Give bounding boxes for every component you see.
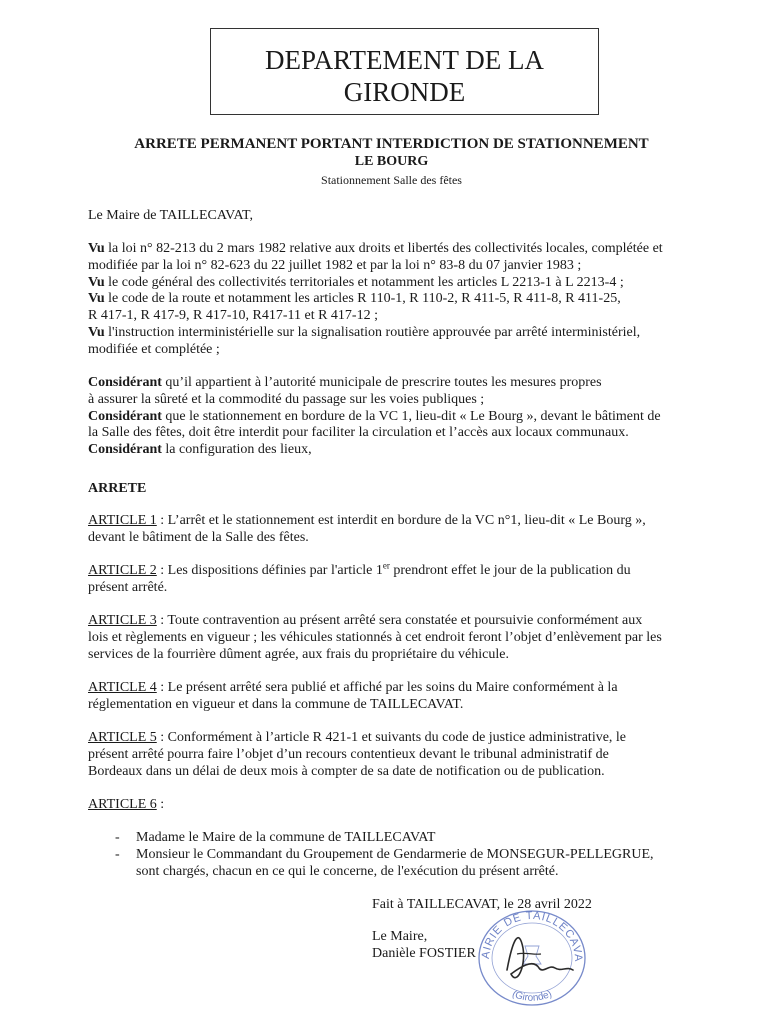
list-text: Monsieur le Commandant du Groupement de Gendarmerie de MONSEGUR-PELLEGRUE,	[136, 846, 654, 862]
article-label: ARTICLE 5	[88, 730, 157, 745]
article-label: ARTICLE 3	[88, 613, 157, 628]
list-text: Madame le Maire de la commune de TAILLECAVAT	[136, 830, 436, 845]
article-5	[88, 730, 708, 780]
article-label: ARTICLE 1	[88, 513, 157, 528]
department-line-2: GIRONDE	[343, 77, 466, 107]
article-6	[88, 797, 708, 814]
article-label: ARTICLE 6	[88, 797, 157, 812]
arrete-label: ARRETE	[88, 481, 147, 496]
svg-text:MAIRIE DE TAILLECAVAT: AIRIE DE TAILLECAVA	[479, 909, 585, 962]
vu-keyword: Vu	[88, 291, 105, 307]
vu-text: modifiée et complétée ;	[88, 341, 220, 357]
article-text: prendront effet le jour de la publication du	[389, 563, 631, 578]
signatory-role: Le Maire,	[372, 929, 428, 944]
vu-item	[88, 275, 708, 292]
mayor-stamp	[473, 908, 591, 1014]
place-date: Fait à TAILLECAVAT, le 28 avril 2022	[372, 897, 592, 912]
vu-text: R 417-1, R 417-9, R 417-10, R417-11 et R 417-12 ;	[88, 308, 378, 324]
vu-text: le code de la route et notamment les articles R 110-1, R 110-2, R 411-5, R 411-8, R 411-25,	[104, 291, 621, 307]
list-text: sont chargés, chacun en ce qui le concerne, de l'exécution du présent arrêté.	[136, 863, 559, 879]
considerant-text: que le stationnement en bordure de la VC 1, lieu-dit « Le Bourg », devant le bâtiment de	[161, 408, 661, 424]
article-text: Bordeaux dans un délai de deux mois à compter de sa date de notification ou de publication.	[88, 763, 605, 779]
article-text: : L’arrêt et le stationnement est interdit en bordure de la VC n°1, lieu-dit « Le Bourg »,	[156, 513, 646, 528]
considerant-keyword: Considérant	[88, 442, 162, 458]
vu-keyword: Vu	[88, 324, 105, 340]
vu-section	[88, 241, 708, 359]
vu-keyword: Vu	[88, 241, 105, 256]
vu-item	[88, 241, 708, 275]
article-2	[88, 560, 708, 597]
article-text: services de la fourrière dûment agrée, aux frais du propriétaire du véhicule.	[88, 646, 509, 662]
article-3	[88, 613, 708, 663]
article-4	[88, 680, 708, 714]
article-text: : Conformément à l’article R 421-1 et suivants du code de justice administrative, le	[156, 730, 627, 745]
considerant-text: la Salle des fêtes, doit être interdit pour faciliter la circulation et l’accès aux locaux communaux.	[88, 425, 629, 441]
vu-item	[88, 325, 708, 359]
considerant-text: qu’il appartient à l’autorité municipale de prescrire toutes les mesures propres	[161, 375, 602, 390]
vu-text: modifiée par la loi n° 82-623 du 22 juillet 1982 et par la loi n° 83-8 du 07 janvier 1983 ;	[88, 257, 582, 273]
considerant-item	[88, 375, 708, 409]
article-text: présent arrêté.	[88, 579, 168, 595]
department-line-1: DEPARTEMENT DE LA	[265, 45, 544, 75]
considerant-text: à assurer la sûreté et la commodité du passage sur les voies publiques ;	[88, 391, 485, 407]
considerant-item	[88, 409, 708, 443]
considerant-keyword: Considérant	[88, 375, 162, 390]
considerant-item	[88, 442, 708, 459]
considerant-keyword: Considérant	[88, 408, 162, 424]
list-item	[115, 830, 715, 847]
article-text: : Toute contravention au présent arrêté sera constatée et poursuivie conformément aux	[156, 613, 643, 628]
recipients-list	[115, 830, 715, 880]
stamp-icon	[473, 908, 591, 1008]
signatory-name: Danièle FOSTIER	[372, 946, 476, 961]
vu-text: le code général des collectivités territoriales et notamment les articles L 2213-1 à L 2213-4 ;	[104, 274, 624, 290]
article-text: réglementation en vigueur et dans la commune de TAILLECAVAT.	[88, 696, 464, 712]
article-text: présent arrêté pourra faire l’objet d’un recours contentieux devant le tribunal administratif de	[88, 746, 609, 762]
svg-text:(Gironde): (Gironde)	[510, 988, 554, 1004]
article-text: devant le bâtiment de la Salle des fêtes.	[88, 529, 309, 545]
article-text: lois et règlements en vigueur ; les véhicules stationnés à cet endroit feront l’objet d’enlèvement par les	[88, 629, 662, 645]
vu-keyword: Vu	[88, 274, 105, 290]
article-text: :	[156, 797, 165, 812]
article-1	[88, 513, 708, 547]
vu-text: la loi n° 82-213 du 2 mars 1982 relative aux droits et libertés des collectivités locales, complétée et	[104, 241, 663, 256]
vu-text: l'instruction interministérielle sur la signalisation routière approuvée par arrêté interministériel,	[104, 324, 641, 340]
article-label: ARTICLE 2	[88, 563, 157, 578]
article-text: : Le présent arrêté sera publié et affiché par les soins du Maire conformément à la	[156, 680, 618, 695]
decree-subject: Stationnement Salle des fêtes	[321, 173, 462, 187]
vu-item	[88, 291, 708, 325]
list-item	[115, 847, 715, 881]
list-dash: -	[115, 830, 120, 845]
article-label: ARTICLE 4	[88, 680, 157, 695]
list-dash: -	[115, 846, 120, 862]
department-header-box	[210, 28, 599, 115]
considerant-text: la configuration des lieux,	[161, 442, 312, 458]
article-text: : Les dispositions définies par l'article 1	[156, 563, 383, 578]
decree-location: LE BOURG	[354, 154, 429, 169]
decree-title: ARRETE PERMANENT PORTANT INTERDICTION DE STATIONNEMENT	[134, 136, 649, 152]
arrete-heading	[88, 481, 708, 498]
considerant-section	[88, 375, 708, 459]
intro-line: Le Maire de TAILLECAVAT,	[88, 208, 254, 223]
superscript: er	[382, 560, 390, 571]
